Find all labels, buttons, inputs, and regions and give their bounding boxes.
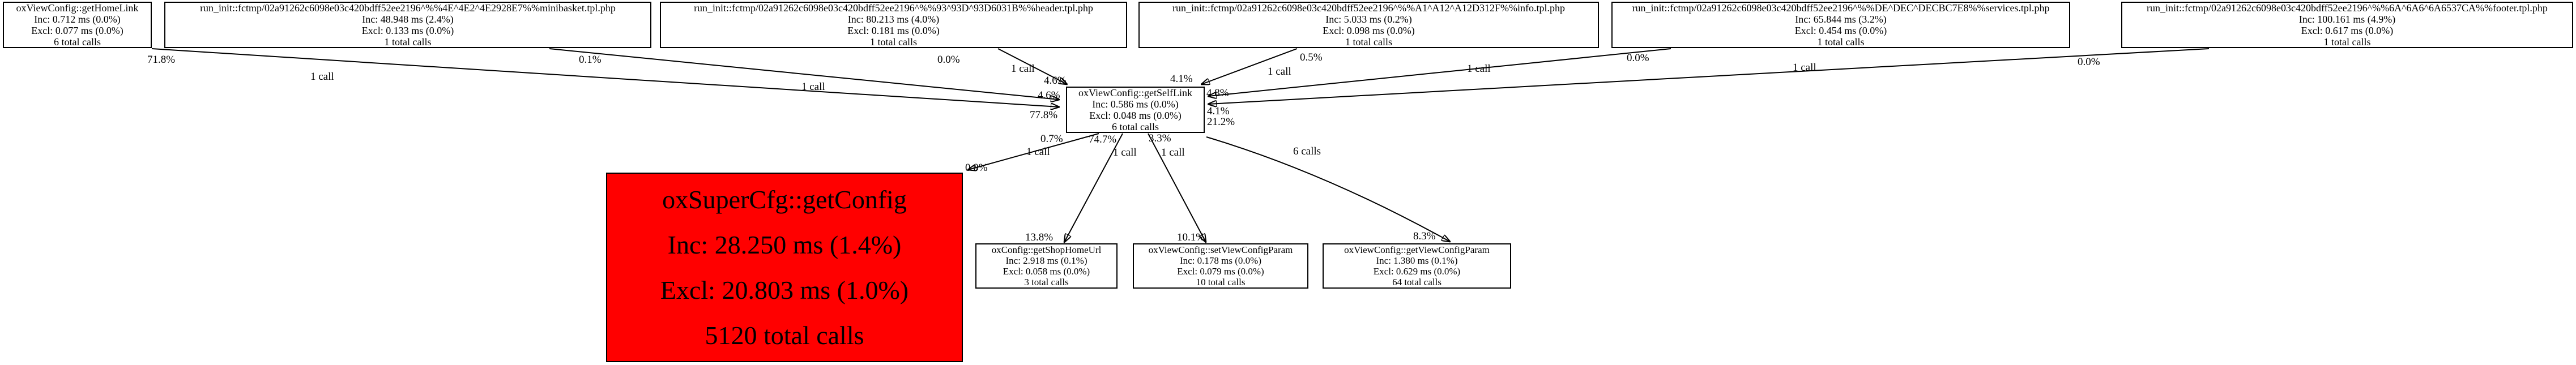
edge-percentage-label: 0.1%: [579, 54, 602, 66]
node-inclusive-time: Inc: 1.380 ms (0.1%): [1376, 255, 1458, 266]
edge-percentage-label: 0.0%: [2078, 56, 2100, 68]
edge-calls-label: 1 call: [1467, 63, 1491, 75]
edge-percentage-label: 8.3%: [1413, 230, 1436, 242]
node-total-calls: 5120 total calls: [705, 320, 864, 350]
node-services-tpl: [1611, 2, 2070, 48]
node-title: run_init::fctmp/02a91262c6098e03c420bdff52ee2196^%%DE^DEC^DECBC7E8%%services.tpl.php: [1632, 2, 2050, 14]
node-title: oxViewConfig::getHomeLink: [16, 2, 139, 14]
edge-gethomelink-to-getselflink: [152, 49, 1059, 107]
edge-percentage-label: 3.3%: [1149, 132, 1171, 144]
node-inclusive-time: Inc: 48.948 ms (2.4%): [362, 14, 454, 25]
node-total-calls: 1 total calls: [1817, 36, 1865, 48]
edge-calls-label: 1 call: [801, 81, 825, 93]
node-inclusive-time: Inc: 0.712 ms (0.0%): [34, 14, 121, 25]
node-exclusive-time: Excl: 0.058 ms (0.0%): [1003, 266, 1090, 277]
node-title: run_init::fctmp/02a91262c6098e03c420bdff52ee2196^%%4E^4E2^4E2928E7%%minibasket.tpl.php: [200, 2, 616, 14]
edge-calls-label: 1 call: [1113, 147, 1137, 158]
node-title: run_init::fctmp/02a91262c6098e03c420bdff52ee2196^%%93^93D^93D6031B%%header.tpl.php: [694, 2, 1093, 14]
node-inclusive-time: Inc: 80.213 ms (4.0%): [847, 14, 940, 25]
node-getconfig-hot: [606, 173, 963, 362]
node-total-calls: 10 total calls: [1196, 277, 1246, 287]
node-title: oxViewConfig::setViewConfigParam: [1148, 244, 1293, 255]
node-getselflink: [1066, 87, 1205, 133]
node-title: oxViewConfig::getSelfLink: [1078, 87, 1192, 98]
node-setviewconfigparam: [1133, 243, 1308, 289]
node-total-calls: 1 total calls: [384, 36, 432, 48]
node-getshophomeurl: [975, 243, 1118, 289]
node-inclusive-time: Inc: 0.586 ms (0.0%): [1092, 98, 1179, 110]
node-exclusive-time: Excl: 0.048 ms (0.0%): [1089, 110, 1182, 121]
edge-percentage-label: 0.0%: [965, 162, 988, 174]
edge-calls-label: 1 call: [1793, 62, 1816, 74]
node-total-calls: 1 total calls: [1345, 36, 1392, 48]
edge-calls-label: 1 call: [1268, 66, 1291, 78]
node-inclusive-time: Inc: 0.178 ms (0.0%): [1179, 255, 1261, 266]
node-title: oxSuperCfg::getConfig: [662, 184, 907, 214]
edge-percentage-label: 0.5%: [1300, 51, 1323, 63]
node-footer-tpl: [2121, 2, 2573, 48]
node-title: run_init::fctmp/02a91262c6098e03c420bdff52ee2196^%%6A^6A6^6A6537CA%%footer.tpl.php: [2147, 2, 2548, 14]
edge-percentage-label: 0.0%: [937, 54, 960, 66]
edge-percentage-label: 0.7%: [1040, 133, 1063, 145]
edge-percentage-label: 77.8%: [1030, 109, 1058, 121]
node-inclusive-time: Inc: 2.918 ms (0.1%): [1005, 255, 1087, 266]
edge-getselflink-to-getviewconfigparam: [1206, 137, 1450, 242]
node-info-tpl: [1138, 2, 1599, 48]
node-title: oxConfig::getShopHomeUrl: [991, 244, 1102, 255]
node-inclusive-time: Inc: 65.844 ms (3.2%): [1795, 14, 1887, 25]
edge-footer-to-getselflink: [1208, 49, 2209, 104]
node-inclusive-time: Inc: 5.033 ms (0.2%): [1325, 14, 1412, 25]
node-exclusive-time: Excl: 0.181 ms (0.0%): [847, 25, 940, 36]
node-total-calls: 3 total calls: [1024, 277, 1069, 287]
node-total-calls: 1 total calls: [2323, 36, 2371, 48]
node-exclusive-time: Excl: 0.617 ms (0.0%): [2301, 25, 2394, 36]
node-getviewconfigparam: [1323, 243, 1511, 289]
node-exclusive-time: Excl: 0.629 ms (0.0%): [1373, 266, 1461, 277]
node-exclusive-time: Excl: 0.098 ms (0.0%): [1323, 25, 1415, 36]
edge-percentage-label: 4.6%: [1038, 89, 1060, 101]
edge-percentage-label: 4.8%: [1206, 87, 1229, 99]
edge-percentage-label: 71.8%: [147, 54, 176, 66]
edge-percentage-label: 21.2%: [1207, 116, 1235, 128]
node-exclusive-time: Excl: 20.803 ms (1.0%): [660, 275, 909, 304]
edge-percentage-label: 10.1%: [1177, 231, 1205, 243]
node-total-calls: 64 total calls: [1392, 277, 1441, 287]
edge-percentage-label: 4.1%: [1170, 73, 1193, 85]
edge-calls-label: 1 call: [310, 71, 334, 83]
node-inclusive-time: Inc: 100.161 ms (4.9%): [2298, 14, 2396, 25]
node-inclusive-time: Inc: 28.250 ms (1.4%): [667, 230, 902, 259]
edge-percentage-label: 0.0%: [1627, 52, 1649, 64]
node-total-calls: 6 total calls: [1112, 121, 1159, 132]
edge-percentage-label: 13.8%: [1025, 231, 1054, 243]
edge-percentage-label: 4.6%: [1044, 75, 1067, 87]
node-exclusive-time: Excl: 0.079 ms (0.0%): [1177, 266, 1264, 277]
edge-calls-label: 1 call: [1011, 63, 1035, 75]
node-total-calls: 6 total calls: [54, 36, 101, 48]
node-minibasket-tpl: [164, 2, 651, 48]
edge-percentage-label: 74.7%: [1089, 134, 1117, 145]
node-exclusive-time: Excl: 0.133 ms (0.0%): [361, 25, 454, 36]
node-exclusive-time: Excl: 0.077 ms (0.0%): [31, 25, 123, 36]
node-header-tpl: [660, 2, 1127, 48]
edge-calls-label: 1 call: [1161, 147, 1185, 158]
node-exclusive-time: Excl: 0.454 ms (0.0%): [1794, 25, 1887, 36]
node-total-calls: 1 total calls: [870, 36, 917, 48]
edge-calls-label: 6 calls: [1293, 145, 1321, 157]
edge-percentage-label: 4.1%: [1207, 105, 1230, 117]
node-title: oxViewConfig::getViewConfigParam: [1344, 244, 1490, 255]
edge-calls-label: 1 call: [1026, 146, 1050, 158]
node-gethomelink: [3, 2, 152, 48]
node-title: run_init::fctmp/02a91262c6098e03c420bdff52ee2196^%%A1^A12^A12D312F%%info.tpl.php: [1172, 2, 1565, 14]
